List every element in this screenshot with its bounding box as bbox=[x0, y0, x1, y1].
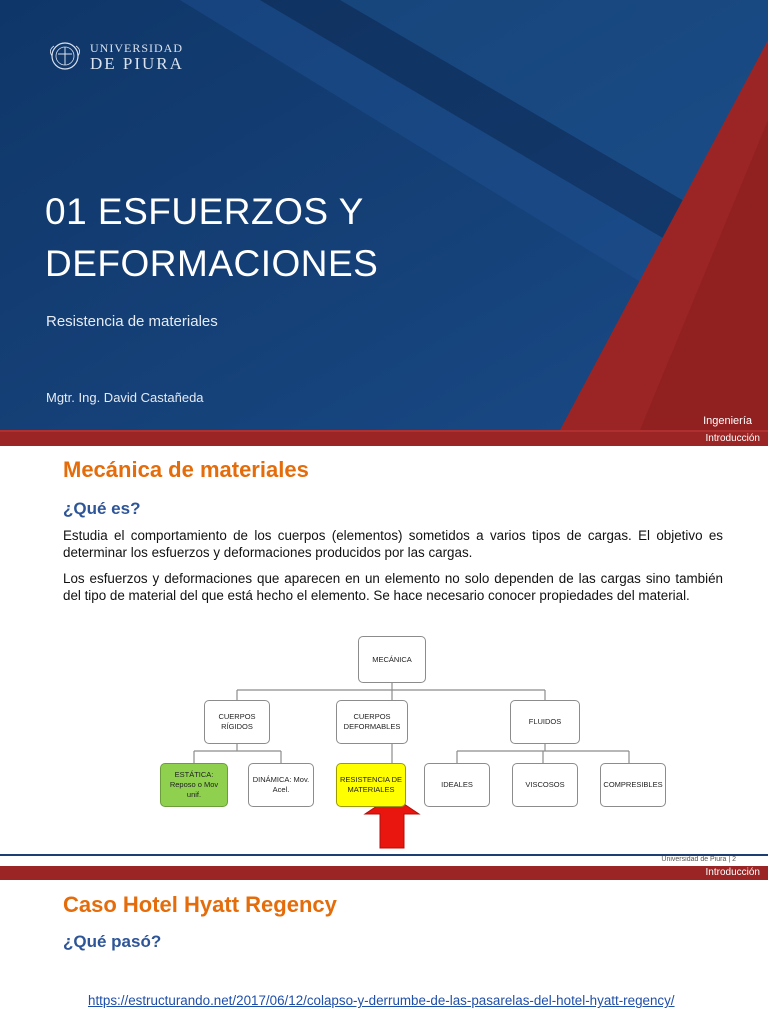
box-dinamica: DINÁMICA: Mov. Acel. bbox=[248, 763, 314, 807]
box-cuerpos-deformables: CUERPOS DEFORMABLES bbox=[336, 700, 408, 744]
box-resistencia-materiales: RESISTENCIA DE MATERIALES bbox=[336, 763, 406, 807]
box-fluidos: FLUIDOS bbox=[510, 700, 580, 744]
slide2-paragraph-2: Los esfuerzos y deformaciones que aparecen en un elemento no solo dependen de las cargas sino también del tipo de material del que está hecho el elemento. Se hace necesario conocer propiedades del material. bbox=[63, 571, 723, 603]
slide3-question: ¿Qué pasó? bbox=[63, 932, 162, 951]
box-viscosos: VISCOSOS bbox=[512, 763, 578, 807]
cover-slide bbox=[0, 0, 768, 446]
university-seal-icon bbox=[50, 36, 80, 76]
university-name bbox=[90, 40, 184, 72]
university-logo bbox=[50, 36, 184, 76]
cover-title: 01 ESFUERZOS Y DEFORMACIONES bbox=[45, 191, 379, 284]
box-estatica: ESTÁTICA: Reposo o Mov unif. bbox=[160, 763, 228, 807]
slide3-heading: Caso Hotel Hyatt Regency bbox=[63, 892, 337, 917]
box-cuerpos-rigidos: CUERPOS RÍGIDOS bbox=[204, 700, 270, 744]
cover-author: Mgtr. Ing. David Castañeda bbox=[46, 390, 204, 405]
slide2-question: ¿Qué es? bbox=[63, 499, 141, 518]
logo-line1: UNIVERSIDAD bbox=[90, 41, 183, 55]
slide2-footer-text: Universidad de Piura | 2 bbox=[661, 856, 736, 863]
box-mecanica: MECÁNICA bbox=[358, 636, 426, 683]
section-bar-slide3: Introducción bbox=[0, 866, 768, 880]
section-bar-slide2: Introducción bbox=[0, 432, 768, 446]
slide2-paragraph-1: Estudia el comportamiento de los cuerpos (elementos) sometidos a varios tipos de cargas. El objetivo es determinar los esfuerzos y deformaciones producidos por las cargas. bbox=[63, 528, 723, 560]
mechanics-diagram bbox=[150, 628, 680, 850]
box-ideales: IDEALES bbox=[424, 763, 490, 807]
box-compresibles: COMPRESIBLES bbox=[600, 763, 666, 807]
slide2-heading: Mecánica de materiales bbox=[63, 457, 309, 482]
hyatt-article-link[interactable]: https://estructurando.net/2017/06/12/colapso-y-derrumbe-de-las-pasarelas-del-hotel-hyatt-regency/ bbox=[88, 993, 675, 1008]
logo-line2: DE PIURA bbox=[90, 54, 184, 73]
slide2-footer-line bbox=[0, 854, 768, 856]
cover-subtitle: Resistencia de materiales bbox=[46, 313, 218, 330]
faculty-tag: Ingeniería bbox=[703, 415, 752, 427]
